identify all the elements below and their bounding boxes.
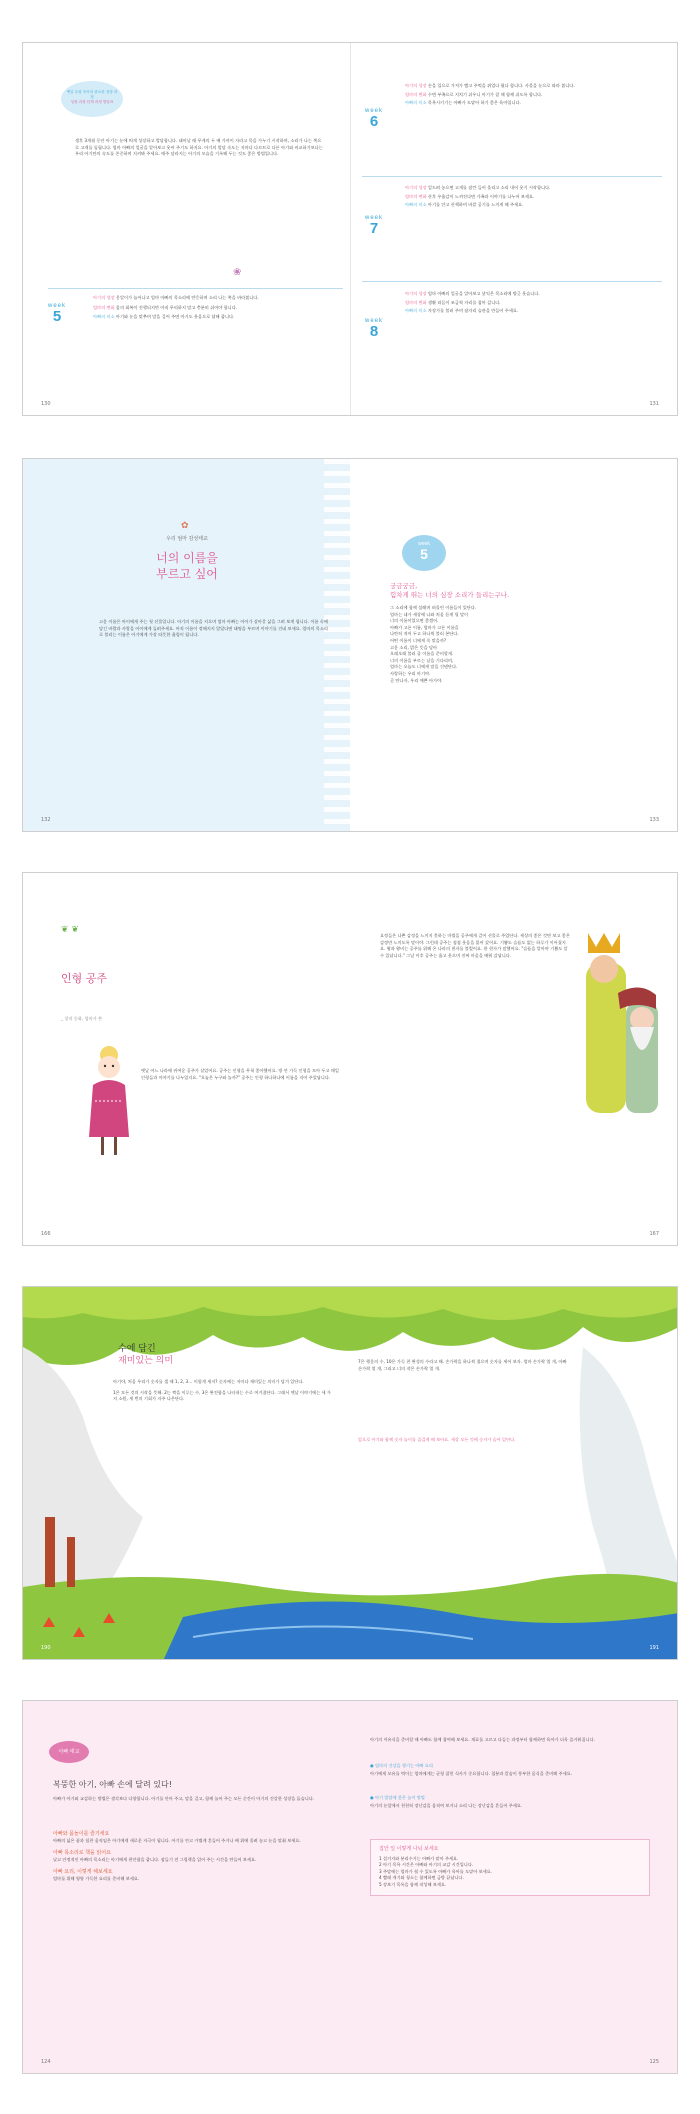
page-number: 133 (649, 817, 659, 823)
week-label: week (365, 318, 384, 324)
spread-2 (22, 458, 678, 832)
page-number: 131 (649, 401, 659, 407)
page-right (350, 459, 677, 831)
week-label: week (365, 108, 384, 114)
section-text: 엄마를 위해 영양 가득한 요리를 준비해 보세요. (53, 1875, 140, 1881)
item-head: 아기의 성장 (405, 291, 427, 296)
week-item (405, 83, 655, 90)
page-right (350, 1701, 677, 2073)
week-item (405, 194, 655, 201)
title-line: 부르고 싶어 (156, 567, 218, 581)
week-item (93, 295, 333, 302)
letter-line: 고운 소리, 밝은 뜻을 담아 (390, 644, 438, 650)
story-paragraph: 요정들은 나쁜 감정을 느끼지 못하는 마법을 공주에게 걸어 선물로 주었단다. 세상의 좋은 것만 보고 좋은 감정만 느끼도록 말이야. 그런데 공주는 점점 웃음을 잃어 갔어요. 기쁨도 슬픔도 없는 하루가 이어졌지요. 왕과 왕비는 공주를 위해 온 나라의 현자를 불렀어요. 한 현자가 말했어요. "슬픔을 알아야 기쁨도 알 수 있답니다." 그날 이후 공주는 울고 웃으며 진짜 마음을 배워 갔답니다. (380, 933, 570, 958)
flower-icon: ❀ (233, 267, 242, 278)
item-text: 아기와 눈을 맞추며 말을 걸어 주면 아기도 웃음으로 답해 줍니다. (115, 314, 235, 320)
fairies-illustration (568, 923, 668, 1153)
page-left (23, 459, 350, 831)
week-badge (48, 303, 66, 324)
week-item (93, 314, 333, 321)
princess-dress (89, 1080, 129, 1137)
item-head: 아기의 성장 (93, 295, 115, 300)
box-title: 집안 일 이렇게 나눠 보세요 (379, 1846, 439, 1852)
title-line: 너의 이름을 (156, 551, 218, 565)
scallop-edge (324, 459, 350, 831)
section-head: 아빠와 몸놀이를 즐기세요 (53, 1831, 110, 1837)
letter-line: 오래오래 불러 줄 이름을 준비할게. (390, 651, 454, 657)
week-number: 5 (420, 546, 428, 562)
page-right (350, 43, 677, 415)
item-head: 아기의 성장 (405, 83, 427, 88)
item-head: 아빠의 미소 (405, 202, 427, 208)
spread-4 (22, 1286, 678, 1660)
week-item (405, 202, 655, 209)
story-subtitle: _ 창작 동화, 엄마가 쓴 (61, 1016, 103, 1021)
item-text: 엎드려 놓으면 고개를 잠깐 들어 올리고 소리 내어 웃기 시작합니다. (427, 185, 551, 190)
week-item (405, 92, 655, 99)
page-number: 124 (41, 2059, 51, 2065)
box-item: 1 설거지와 분리수거는 아빠가 맡아 주세요. (379, 1855, 459, 1861)
section-head: 아빠 목소리로 책을 읽어요 (53, 1850, 111, 1857)
letter-head: 궁금궁금, (390, 582, 418, 590)
page-number: 125 (649, 2059, 659, 2065)
week-number: 6 (369, 113, 379, 130)
sections (53, 1831, 328, 1883)
week-badge (365, 215, 383, 236)
fairy-robe (586, 963, 626, 1113)
section-title: 재미있는 의미 (118, 1356, 174, 1366)
body-paragraph: 1은 모든 것의 시작을 뜻해. 2는 짝을 이루는 수, 3은 완전함을 나타내는 수로 여겨졌단다. 그래서 옛날 이야기에는 세 가지 소원, 세 번의 기회가 자주 나온단다. (113, 1389, 331, 1402)
page-left (23, 1701, 350, 2073)
item-text: 산후 우울감이 느껴진다면 가족과 이야기를 나누어 보세요. (427, 193, 535, 199)
item-text: 수면 부족으로 지치기 쉬우니 아기가 잘 때 함께 쉬도록 합니다. (427, 91, 543, 97)
spread-5 (22, 1700, 678, 2074)
section (53, 1850, 328, 1863)
page-number: 167 (649, 1231, 659, 1237)
body-paragraph: 고운 이름은 아이에게 주는 첫 선물입니다. 아기의 이름을 지으며 엄마 아빠는 아이가 살아갈 삶을 그려 보게 됩니다. 이름 속에 담긴 바람과 사랑을 아이에게 들려주세요. 아직 이름이 정해지지 않았다면 태명을 부르며 이야기를 건네 보세요. 엄마의 목소리로 불리는 이름은 아기에게 가장 따뜻한 울림이 됩니다. (99, 619, 328, 638)
spread-3 (22, 872, 678, 1246)
item-text: 생활 리듬이 조금씩 자리를 잡아 갑니다. (427, 299, 501, 305)
item-text: 손을 입으로 가져가 빨고 주먹을 쥐었다 폈다 합니다. 사물을 눈으로 따라 봅니다. (427, 83, 575, 88)
letter-line: 엄마는 네가 세상에 나와 처음 듣게 될 말이 (390, 611, 469, 617)
week-number: 8 (369, 323, 379, 340)
page-number: 190 (41, 1645, 51, 1651)
section (53, 1831, 328, 1844)
item-text: 자장가를 불러 주며 잠자리 습관을 만들어 주세요. (427, 308, 519, 314)
item-text: 몸의 회복이 진행되지만 아직 무리하지 말고 충분히 쉬어야 합니다. (115, 304, 238, 310)
week-items (405, 185, 655, 209)
letter-line: 나란히 적어 두고 하나씩 불러 본단다. (390, 631, 459, 637)
week-item (405, 100, 655, 107)
sub-head: ● 엄마의 건강을 챙기는 아빠 요리 (370, 1763, 433, 1768)
page-right (350, 1287, 677, 1659)
bird-icon: ✿ (181, 521, 189, 531)
bubble-line: 백일 무렵 육아의 중요한 성장 과정 (66, 90, 118, 99)
item-head: 아빠의 미소 (405, 100, 427, 106)
spread-1 (22, 42, 678, 416)
section-text: 아빠의 넓은 품과 힘찬 움직임은 아기에게 새로운 자극이 됩니다. 아기를 안고 가볍게 흔들어 주거나 배 위에 올려 놓고 눈을 맞춰 보세요. (53, 1837, 301, 1843)
letter-line: 그 소리에 함께 설레며 떠올린 이름들이 있단다. (390, 605, 477, 610)
divider (362, 281, 662, 282)
story-title: 인형 공주 (61, 972, 108, 985)
week-item (405, 308, 655, 315)
week-badge (365, 108, 383, 129)
page-number: 130 (41, 401, 51, 407)
week-item (405, 300, 655, 307)
week-number: 5 (52, 308, 62, 325)
left-body (113, 1379, 333, 1403)
section (53, 1869, 328, 1882)
box-item: 5 장보기 목록을 함께 작성해 보세요. (379, 1881, 447, 1887)
item-head: 아빠의 미소 (93, 314, 115, 320)
item-text: 아기를 안고 산책하며 바깥 공기를 느끼게 해 주세요. (427, 202, 524, 208)
item-text: 목욕시키기는 아빠가 도맡아 하기 좋은 육아입니다. (427, 100, 521, 106)
item-head: 엄마의 변화 (405, 91, 427, 97)
week-items (405, 291, 655, 315)
sub-head: ● 아기 발달에 좋은 놀이 방법 (370, 1795, 425, 1800)
intro-paragraph: 아빠가 아기와 교감하는 방법은 생각보다 다양합니다. 아기를 안아 주고, 말을 걸고, 함께 놀아 주는 모든 순간이 아기의 건강한 성장을 돕습니다. (53, 1796, 315, 1801)
letter-line: 아빠가 고른 이름, 엄마가 고른 이름을 (390, 624, 459, 630)
sub-text: 아기에게 모유를 먹이는 엄마에게는 균형 잡힌 식사가 중요합니다. 철분과 칼슘이 풍부한 음식을 준비해 주세요. (370, 1771, 573, 1776)
letter-head: 힘차게 뛰는 너의 심장 소리가 들리는구나. (390, 591, 510, 599)
princess-face (98, 1056, 120, 1078)
page-left (23, 1287, 350, 1659)
week-label: week (48, 303, 67, 309)
section-text: 낮고 안정적인 아빠의 목소리는 아기에게 편안함을 줍니다. 잠들기 전 그림책을 읽어 주는 시간을 만들어 보세요. (53, 1856, 257, 1862)
box-item: 4 빨래 개기와 청소는 함께하면 금방 끝납니다. (379, 1875, 464, 1881)
letter-line: 엄마는 오늘도 너에게 말을 건넨단다. (390, 664, 458, 670)
body-paragraph: 아기야, 처음 우리가 숫자를 셀 때 1, 2, 3… 이렇게 세지? 숫자에는 저마다 재미있는 의미가 담겨 있단다. (113, 1379, 304, 1384)
body-paragraph: 7은 행운의 수, 10은 가득 찬 완성의 수라고 해. 손가락을 하나씩 접으며 숫자를 세어 보자. 엄마 손가락 열 개, 아빠 손가락 열 개, 그리고 너의 작은 손가락 열 개. (358, 1359, 567, 1371)
small-label: 우리 엄마 감성태교 (166, 536, 208, 542)
highlight-paragraph: 앞으로 아기와 함께 숫자 놀이를 즐겁게 해 보아요. 세상 모든 것에 숫자가 숨어 있단다. (358, 1437, 516, 1442)
week-item (405, 291, 655, 298)
item-text: 엄마 아빠의 얼굴을 알아보고 낯익은 목소리에 방긋 웃습니다. (427, 291, 540, 296)
story-paragraph: 옛날 어느 나라에 귀여운 공주가 살았어요. 공주는 인형을 무척 좋아했어요. 방 안 가득 인형을 모아 두고 매일 인형들과 이야기를 나누었지요. "오늘은 누구와 놀까?" 공주는 인형 하나하나에 이름을 지어 주었답니다. (141, 1068, 339, 1080)
page-number: 191 (649, 1645, 659, 1651)
box-item: 3 주말에는 엄마가 쉴 수 있도록 아빠가 육아를 도맡아 보세요. (379, 1868, 493, 1874)
sub-text: 아기의 눈앞에서 천천히 장난감을 움직여 보거나 소리 나는 장난감을 흔들어 주세요. (370, 1803, 523, 1808)
leaf-icon: ❦ ❦ (61, 925, 79, 935)
tip-box (370, 1839, 650, 1896)
page-right (350, 873, 677, 1245)
intro-paragraph: 생후 3개월 동안 아기는 눈에 띄게 성장하고 발달합니다. 태어날 때 무게의 두 배 가까이 자라고 목을 가누기 시작하며, 소리가 나는 쪽으로 고개를 돌립니다. 엄마 아빠의 얼굴을 알아보고 웃어 주기도 하지요. 아기의 발달 속도는 저마다 다르므로 다른 아기와 비교하기보다는 우리 아기만의 속도를 존중하며 지켜봐 주세요. 매주 달라지는 아기의 모습을 기록해 두는 것도 좋은 방법입니다. (75, 138, 323, 157)
letter-line: 너의 이름이었으면 좋겠어. (390, 618, 439, 624)
page-left (23, 873, 350, 1245)
crown-icon (588, 933, 620, 953)
week-label: week (365, 215, 384, 221)
item-head: 엄마의 변화 (405, 299, 427, 305)
princess-illustration (81, 1041, 137, 1161)
week-number: 7 (369, 220, 379, 237)
week-items (93, 295, 333, 321)
letter-body (390, 605, 650, 684)
page-number: 132 (41, 817, 51, 823)
bubble-line: 성장 과정 단계 과정 발달표 (70, 100, 114, 104)
page-number: 166 (41, 1231, 51, 1237)
item-head: 엄마의 변화 (93, 304, 115, 310)
week-badge (365, 318, 383, 339)
page-left (23, 43, 350, 415)
letter-line: 너의 이름을 부르는 날을 기다리며, (390, 657, 454, 663)
item-text: 옹알이가 늘어나고 엄마 아빠의 목소리에 반응하며 소리 나는 쪽을 바라봅니다. (115, 295, 259, 300)
headline: 복뚱한 아기, 아빠 손에 달려 있다! (53, 1780, 172, 1789)
week-cloud (402, 535, 446, 571)
letter-line: 사랑하는 우리 아기야. (390, 670, 431, 676)
intro-paragraph: 아기의 이유식을 준비할 때 아빠도 함께 참여해 보세요. 재료를 고르고 다듬는 과정부터 함께하면 육아가 더욱 즐거워집니다. (370, 1737, 595, 1742)
divider (362, 176, 662, 177)
week-item (93, 305, 333, 312)
item-head: 아빠의 미소 (405, 308, 427, 314)
box-item: 2 아기 목욕 시간은 아빠와 아기의 교감 시간입니다. (379, 1862, 474, 1868)
item-head: 엄마의 변화 (405, 193, 427, 199)
item-head: 아기의 성장 (405, 185, 427, 190)
week-items (405, 83, 655, 107)
speech-bubble (61, 81, 123, 117)
divider (48, 288, 343, 289)
section-head: 아빠 요리, 이렇게 해보세요 (53, 1869, 113, 1876)
section-title: 수에 담긴 (118, 1344, 156, 1354)
week-item (405, 185, 655, 192)
letter-line: 곧 만나자, 우리 예쁜 아가야. (390, 677, 443, 683)
speech-bubble: 아빠 태교 (49, 1741, 89, 1763)
week-label: week (418, 541, 430, 547)
letter-line: 어떤 이름이 너에게 꼭 맞을까? (390, 637, 447, 643)
